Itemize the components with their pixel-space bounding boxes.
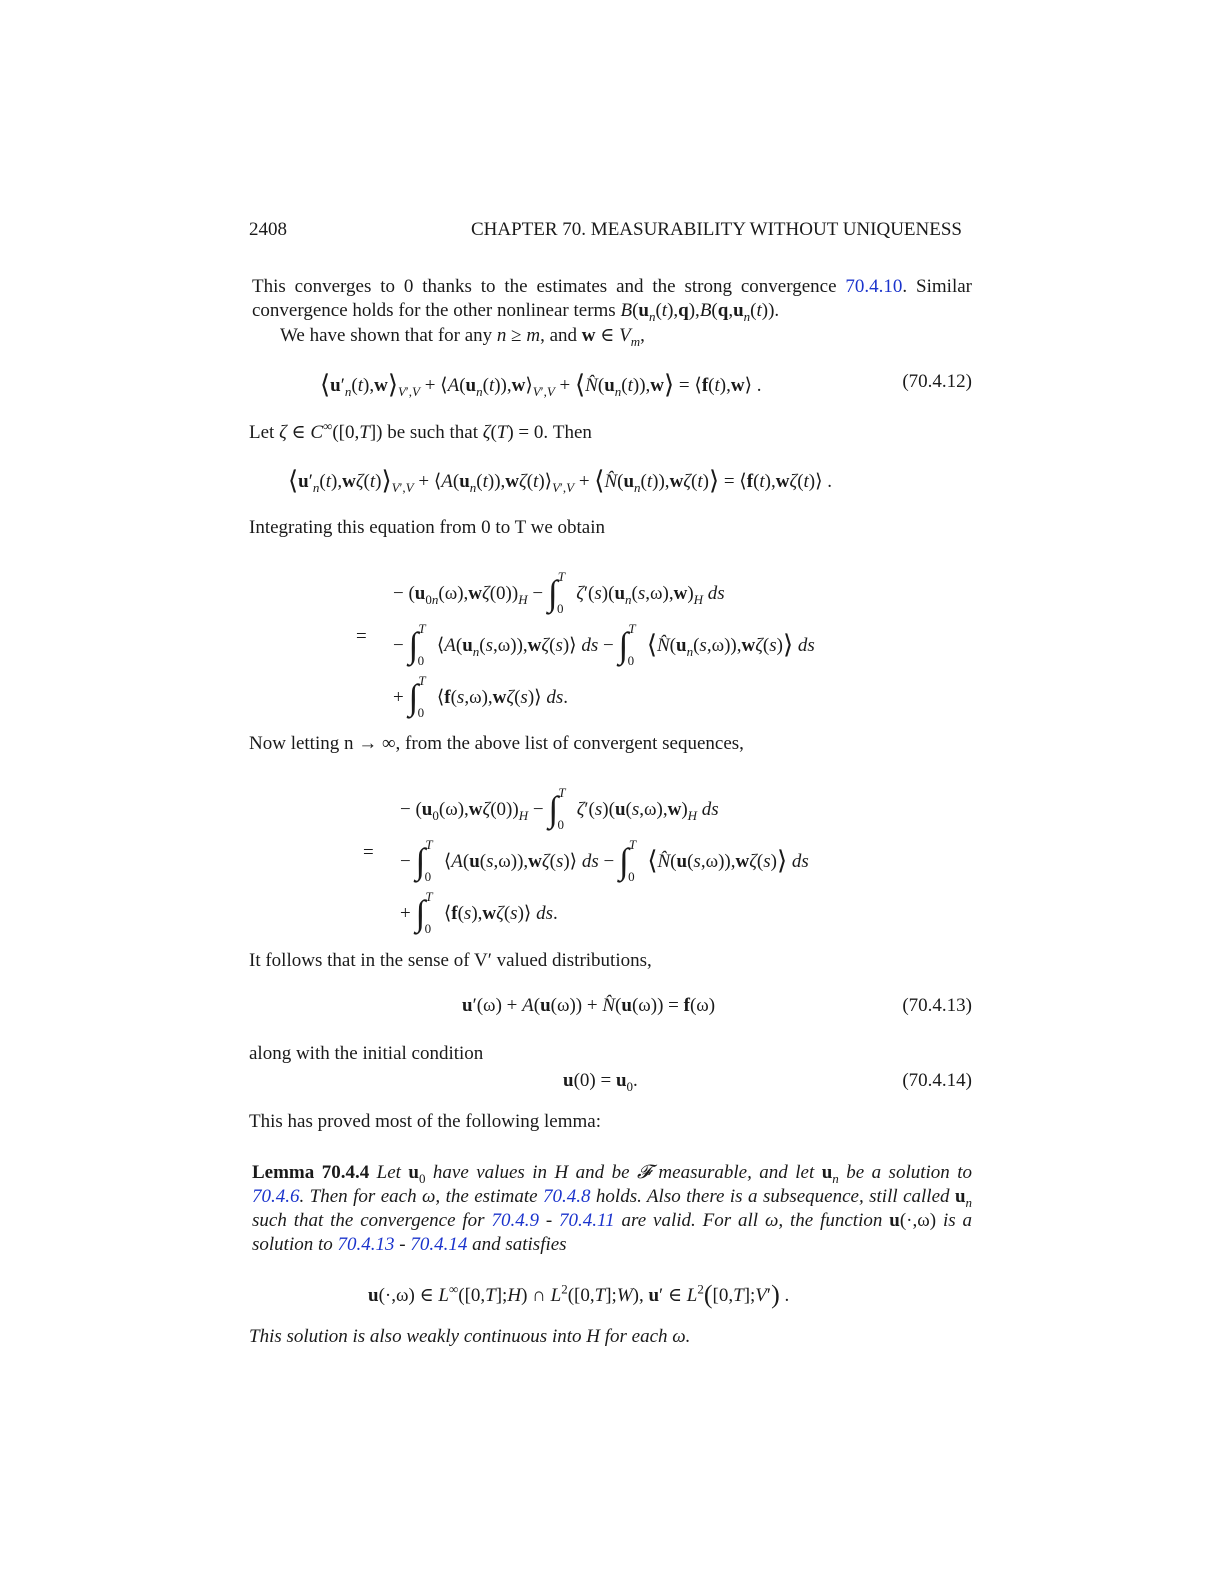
paragraph-it-follows: It follows that in the sense of V′ valued distributions, [249,950,652,971]
paragraph-convergence: This converges to 0 thanks to the estimates and the strong convergence 70.4.10. Similar convergence holds for the other nonlinear terms $B(u_n(t),q),B(q,u_n(t))$. [252,276,972,324]
eq-ref-70-4-13[interactable]: 70.4.13 [337,1234,395,1255]
running-title: CHAPTER 70. MEASURABILITY WITHOUT UNIQUENESS [470,219,962,240]
equation-70-4-12: $⟨u'_n(t),w⟩_{V',V}$ + $⟨A(u_n(t)),w⟩_{V',V}$ + $⟨N̂(u_n(t)),w⟩$ = ⟨f(t),w⟩ . [320,370,762,399]
equation-integrated-line2: − ∫$^T_0$ $⟨A(u_n(s,\omega)),w\zeta(s)⟩$ ds − ∫$^T_0$ $⟨N̂(u_n(s,\omega)),w\zeta(s)⟩$ ds [393,621,815,668]
paragraph-proved: This has proved most of the following lemma: [249,1111,601,1132]
eq-ref-70-4-6[interactable]: 70.4.6 [252,1186,300,1207]
equation-limit-line1: − $(u_0(\omega),w\zeta(0))_H - \int^T_0$ $\zeta'(s)(u(s,\omega),w)_H$ ds [400,785,719,832]
paragraph-now-letting: Now letting n → ∞, from the above list of convergent sequences, [249,733,744,754]
equation-lemma-spaces: u(·,ω) ∈ L∞([0,T];H) ∩ $L^2([0,T];W)$, u′ ∈ $L^2([0,T];V')$ . [368,1280,790,1309]
eq-ref-70-4-11[interactable]: 70.4.11 [559,1210,615,1231]
paragraph-initial-condition: along with the initial condition [249,1043,484,1064]
page-number: 2408 [249,219,287,240]
equation-number: (70.4.12) [902,371,972,392]
equation-70-4-13: u′(ω) + A(u(ω)) + N̂(u(ω)) = f(ω) [462,995,716,1016]
equals-sign: = [356,626,367,647]
equation-number: (70.4.13) [902,995,972,1016]
paragraph-text: This converges to 0 thanks to the estimates and the strong convergence [252,276,846,297]
equation-zeta: $⟨u'_n(t),w\zeta(t)⟩_{V',V}$ + $⟨A(u_n(t)),w\zeta(t)⟩_{V',V}$ + $⟨N̂(u_n(t)),w\zeta(t)⟩$ = ⟨f(t),wζ(t)⟩ . [288,466,833,495]
equals-sign: = [363,842,374,863]
equation-integrated-line3: + ∫$^T_0$ ⟨f(s,ω),wζ(s)⟩ ds. [393,673,568,720]
lemma-weakly-continuous: This solution is also weakly continuous into H for each ω. [249,1326,691,1347]
paragraph-integrating: Integrating this equation from 0 to T we obtain [249,517,606,538]
equation-limit-line2: − ∫$^T_0$ ⟨A(u(s,ω)),wζ(s)⟩ ds − ∫$^T_0$ ⟨N̂(u(s,ω)),wζ(s)⟩ ds [400,837,809,884]
paragraph-text: . Similar convergence holds for the other nonlinear terms [252,276,972,321]
eq-ref-70-4-8[interactable]: 70.4.8 [543,1186,591,1207]
lemma-title: Lemma 70.4.4 [252,1162,370,1183]
equation-number: (70.4.14) [902,1070,972,1091]
lemma-70-4-4: Lemma 70.4.4 Let $u_0$ have values in H and be 𝓕 measurable, and let $u_n$ be a solution to 70.4.6. Then for each ω, the estimate 70.4.8 holds. Also there is a subsequence, still called $u_n$ such that the convergence for 70.4.9 - 70.4.11 are valid. For all ω, the function u(·,ω) is a solution to 70.4.13 - 70.4.14 and satisfies [252,1162,973,1255]
eq-ref-70-4-14[interactable]: 70.4.14 [410,1234,468,1255]
equation-70-4-14: $u(0) = u_0$. [563,1070,638,1094]
paragraph-let-zeta: Let ζ ∈ C∞([0,T]) be such that ζ(T) = 0. Then [249,418,592,443]
eq-ref-70-4-10[interactable]: 70.4.10 [845,276,903,297]
eq-ref-70-4-9[interactable]: 70.4.9 [491,1210,539,1231]
paragraph-shown: We have shown that for any n ≥ m, and w ∈ $V_m$, [280,325,645,349]
equation-limit-line3: + ∫$^T_0$ ⟨f(s),wζ(s)⟩ ds. [400,889,558,936]
equation-integrated-line1: − $(u_{0n}(\omega),w\zeta(0))_H - \int^T_0$ $\zeta'(s)(u_n(s,\omega),w)_H$ ds [393,569,725,616]
